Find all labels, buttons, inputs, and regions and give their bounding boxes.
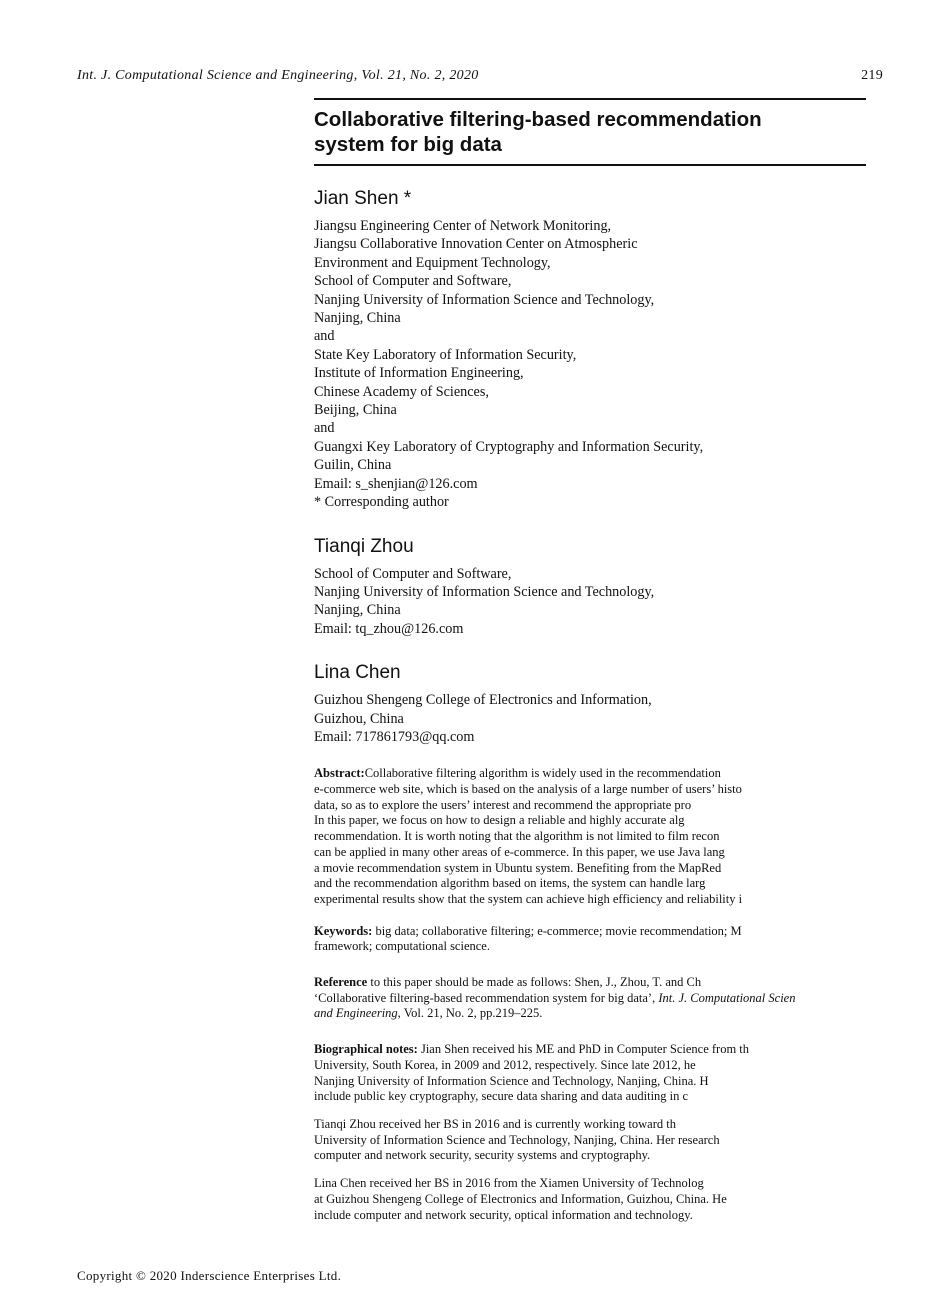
- author-affiliation-3: [314, 691, 918, 746]
- author-name-3: Lina Chen: [314, 662, 401, 684]
- bio-line: University, South Korea, in 2009 and 2012, respectively. Since late 2012, he: [314, 1057, 696, 1072]
- reference-label: Reference: [314, 975, 368, 990]
- affiliation-line: School of Computer and Software,: [314, 273, 512, 290]
- affiliation-line: Environment and Equipment Technology,: [314, 254, 551, 271]
- affiliation-line: Nanjing, China: [314, 602, 401, 619]
- bio-line: Lina Chen received her BS in 2016 from the Xiamen University of Technolog: [314, 1176, 704, 1191]
- author-affiliation-2: [314, 565, 918, 639]
- affiliation-line: Guangxi Key Laboratory of Cryptography and Information Security,: [314, 438, 704, 455]
- title-block: [314, 98, 866, 166]
- affiliation-line: Guizhou Shengeng College of Electronics and Information,: [314, 692, 652, 709]
- bio-line: Jian Shen received his ME and PhD in Computer Science from th: [420, 1042, 750, 1057]
- copyright-footer: Copyright © 2020 Inderscience Enterprises Ltd.: [77, 1268, 342, 1283]
- abstract-line: Collaborative filtering algorithm is widely used in the recommendation: [364, 766, 721, 781]
- article-title-line-2: system for big data: [314, 133, 502, 156]
- abstract-line: a movie recommendation system in Ubuntu system. Benefiting from the MapRed: [314, 860, 722, 875]
- author-email: Email: tq_zhou@126.com: [314, 620, 464, 637]
- keywords: [314, 924, 925, 955]
- citation-reference: [314, 975, 925, 1022]
- bio-line: at Guizhou Shengeng College of Electronics and Information, Guizhou, China. He: [314, 1191, 727, 1206]
- abstract-line: data, so as to explore the users’ interest and recommend the appropriate pro: [314, 797, 692, 812]
- affiliation-line: Nanjing University of Information Science and Technology,: [314, 291, 655, 308]
- abstract-line: In this paper, we focus on how to design a reliable and highly accurate alg: [314, 813, 685, 828]
- article-front-matter: [314, 98, 918, 1223]
- corresponding-author-note: * Corresponding author: [314, 494, 449, 511]
- bio-label: Biographical notes:: [314, 1042, 418, 1057]
- affiliation-line: and: [314, 420, 335, 437]
- running-header: [77, 68, 883, 84]
- abstract-line: can be applied in many other areas of e-commerce. In this paper, we use Java lang: [314, 844, 725, 859]
- reference-line: , Vol. 21, No. 2, pp.219–225.: [397, 1006, 543, 1021]
- abstract-line: and the recommendation algorithm based on items, the system can handle larg: [314, 876, 706, 891]
- affiliation-line: Nanjing University of Information Science and Technology,: [314, 583, 655, 600]
- affiliation-line: State Key Laboratory of Information Security,: [314, 346, 577, 363]
- abstract-line: recommendation. It is worth noting that the algorithm is not limited to film recon: [314, 829, 720, 844]
- affiliation-line: Chinese Academy of Sciences,: [314, 383, 489, 400]
- affiliation-line: Guilin, China: [314, 457, 392, 474]
- keywords-line: big data; collaborative filtering; e-commerce; movie recommendation; M: [375, 923, 742, 938]
- author-email: Email: s_shenjian@126.com: [314, 475, 478, 492]
- keywords-line: framework; computational science.: [314, 939, 490, 954]
- bio-line: University of Information Science and Technology, Nanjing, China. Her research: [314, 1132, 720, 1147]
- bio-line: Nanjing University of Information Science and Technology, Nanjing, China. H: [314, 1073, 709, 1088]
- author-name-2: Tianqi Zhou: [314, 535, 414, 557]
- affiliation-line: Guizhou, China: [314, 710, 404, 727]
- journal-citation: Int. J. Computational Science and Engineering, Vol. 21, No. 2, 2020: [77, 68, 479, 83]
- affiliation-line: Jiangsu Collaborative Innovation Center on Atmospheric: [314, 236, 638, 253]
- bio-line: Tianqi Zhou received her BS in 2016 and is currently working toward th: [314, 1117, 676, 1131]
- author-email: Email: 717861793@qq.com: [314, 728, 475, 745]
- reference-journal: and Engineering: [314, 1006, 398, 1021]
- affiliation-line: Jiangsu Engineering Center of Network Monitoring,: [314, 218, 612, 234]
- abstract-line: e-commerce web site, which is based on the analysis of a large number of users’ histo: [314, 782, 742, 797]
- affiliation-line: Beijing, China: [314, 402, 397, 419]
- keywords-label: Keywords:: [314, 923, 373, 938]
- reference-line: ‘Collaborative filtering-based recommendation system for big data’,: [314, 990, 656, 1005]
- reference-line: to this paper should be made as follows: Shen, J., Zhou, T. and Ch: [370, 975, 702, 990]
- abstract-line: experimental results show that the system can achieve high efficiency and reliability i: [314, 891, 743, 906]
- affiliation-line: and: [314, 328, 335, 345]
- reference-journal: Int. J. Computational Scien: [658, 990, 796, 1005]
- bio-line: computer and network security, security systems and cryptography.: [314, 1148, 651, 1163]
- affiliation-line: Institute of Information Engineering,: [314, 365, 524, 382]
- article-title-line-1: Collaborative filtering-based recommendation: [314, 108, 762, 131]
- abstract: [314, 766, 925, 907]
- abstract-label: Abstract:: [314, 766, 365, 781]
- biographical-note-2: [314, 1117, 925, 1164]
- biographical-notes: [314, 1042, 925, 1105]
- biographical-note-3: [314, 1176, 925, 1223]
- bio-line: include public key cryptography, secure data sharing and data auditing in c: [314, 1089, 689, 1104]
- page-number: 219: [861, 68, 883, 83]
- affiliation-line: Nanjing, China: [314, 310, 401, 327]
- author-affiliation-1: [314, 217, 918, 512]
- bio-line: include computer and network security, optical information and technology.: [314, 1207, 693, 1222]
- author-name-1: Jian Shen *: [314, 188, 412, 209]
- affiliation-line: School of Computer and Software,: [314, 565, 512, 582]
